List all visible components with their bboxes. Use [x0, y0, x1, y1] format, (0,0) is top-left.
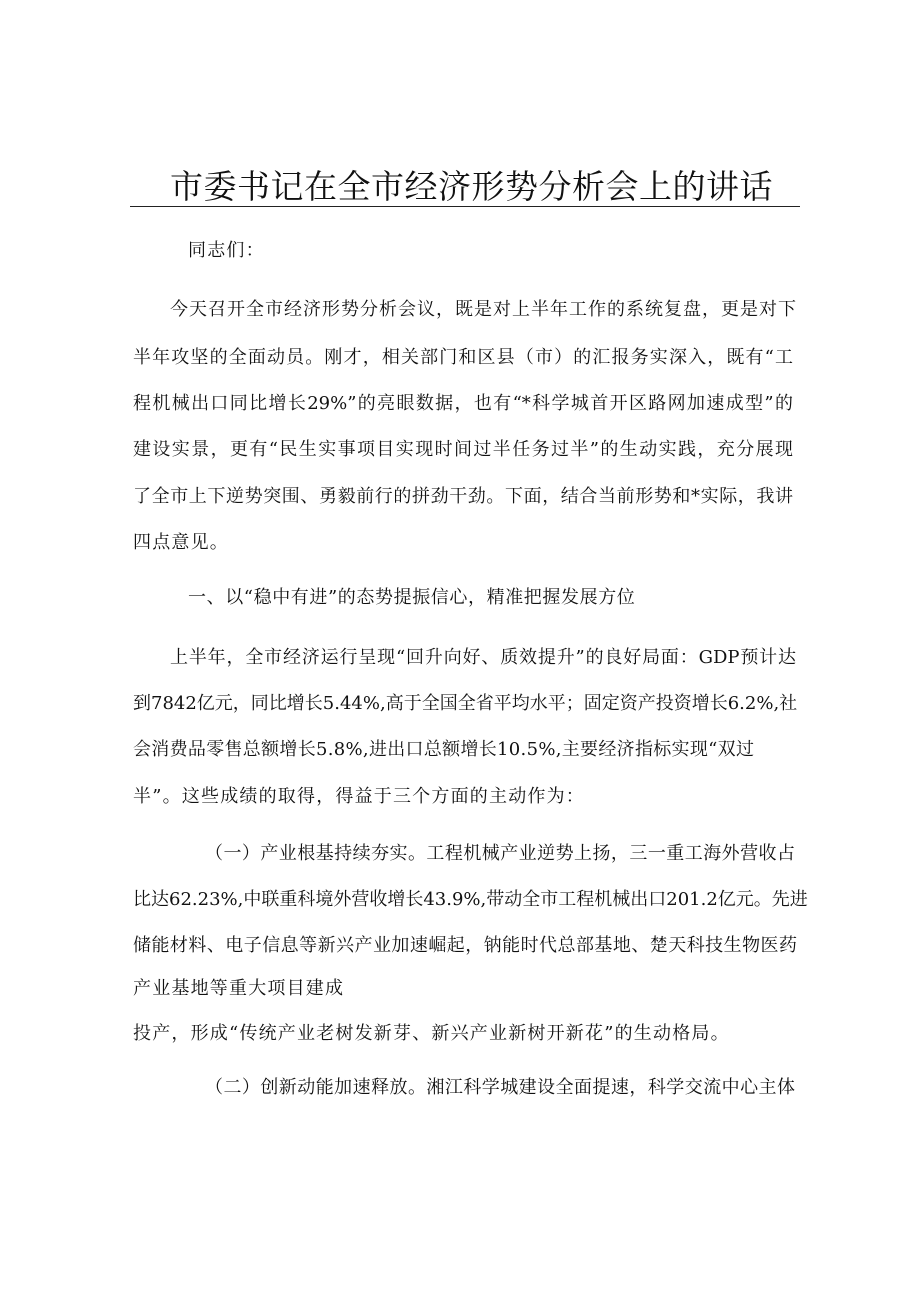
- paragraph-1-line-5: 了全市上下逆势突围、勇毅前行的拼劲干劲。下面，结合当前形势和*实际，我讲: [133, 486, 793, 507]
- paragraph-3-line-3: 储能材料、电子信息等新兴产业加速崛起，钠能时代总部基地、楚天科技生物医药: [133, 935, 797, 956]
- document-title: 市委书记在全市经济形势分析会上的讲话: [170, 167, 773, 206]
- paragraph-3-line-4: 产业基地等重大项目建成: [133, 978, 345, 999]
- paragraph-1-line-3: 程机械出口同比增长29%”的亮眼数据，也有“*科学城首开区路网加速成型”的: [133, 393, 793, 414]
- paragraph-2-line-4: 半”。这些成绩的取得，得益于三个方面的主动作为：: [133, 786, 585, 807]
- paragraph-1-line-4: 建设实景，更有“民生实事项目实现时间过半任务过半”的生动实践，充分展现: [133, 439, 793, 460]
- paragraph-2-line-3: 会消费品零售总额增长5.8%,进出口总额增长10.5%,主要经济指标实现“双过: [133, 739, 755, 760]
- salutation: 同志们：: [188, 240, 265, 261]
- paragraph-2-line-1: 上半年，全市经济运行呈现“回升向好、质效提升”的良好局面：GDP预计达: [170, 647, 796, 668]
- paragraph-2-line-2: 到7842亿元，同比增长5.44%,高于全国全省平均水平；固定资产投资增长6.2%,社: [133, 693, 798, 714]
- paragraph-3-line-2: 比达62.23%,中联重科境外营收增长43.9%,带动全市工程机械出口201.2亿元。先进: [133, 889, 808, 910]
- paragraph-1-line-6: 四点意见。: [133, 532, 229, 553]
- paragraph-3-line-5: 投产，形成“传统产业老树发新芽、新兴产业新树开新花”的生动格局。: [133, 1023, 730, 1044]
- paragraph-4-line-1: （二）创新动能加速释放。湘江科学城建设全面提速，科学交流中心主体: [205, 1077, 795, 1098]
- title-underline: [130, 206, 800, 207]
- paragraph-3-line-1: （一）产业根基持续夯实。工程机械产业逆势上扬，三一重工海外营收占: [205, 843, 795, 864]
- paragraph-1-line-1: 今天召开全市经济形势分析会议，既是对上半年工作的系统复盘，更是对下: [170, 299, 796, 320]
- paragraph-1-line-2: 半年攻坚的全面动员。刚才，相关部门和区县（市）的汇报务实深入，既有“工: [133, 347, 793, 368]
- section-heading-1: 一、以“稳中有进”的态势提振信心，精准把握发展方位: [188, 587, 636, 608]
